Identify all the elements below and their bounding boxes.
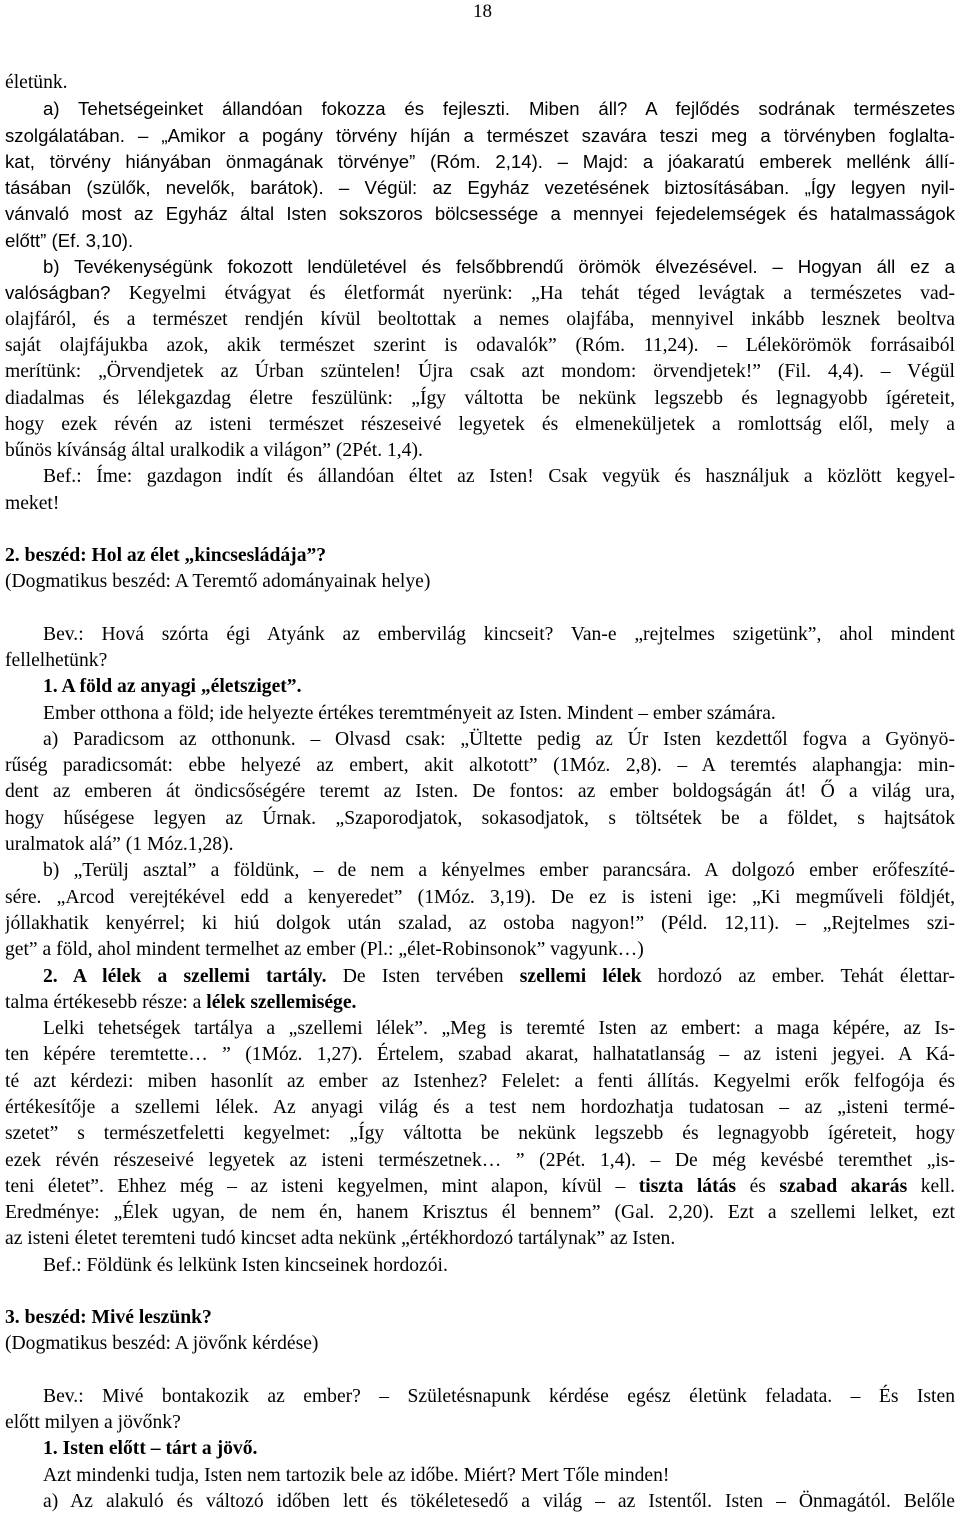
- text-line: [5, 1384, 955, 1410]
- text-line: [5, 1148, 955, 1174]
- text-line: [5, 1226, 955, 1252]
- text-line: [5, 1200, 955, 1226]
- text-line: [5, 1069, 955, 1095]
- page-number: 18: [473, 1, 492, 22]
- line-text: Bev.: Mivé bontakozik az ember? – Születésnapunk kérdése egész életünk feladata. – És Isten: [43, 1385, 955, 1407]
- line-text: Bef.: Íme: gazdagon indít és állandóan éltet az Isten! Csak vegyük és használjuk a közlött kegyel-: [43, 466, 955, 488]
- text-line: [5, 70, 955, 96]
- line-text: saját olajfájukba azok, akik természet szerint is odavalók” (Róm. 11,24). – Lélekörömök forrásaiból: [5, 334, 955, 356]
- line-text: az isteni életet teremteni tudó kincset adta nekünk „értékhordozó tartálynak” az Isten.: [5, 1228, 676, 1250]
- text-line: [5, 149, 955, 175]
- text-run: valóságban?: [5, 282, 111, 304]
- text-line: [5, 727, 955, 753]
- text-line: [5, 307, 955, 333]
- line-text: Azt mindenki tudja, Isten nem tartozik bele az időbe. Miért? Mert Tőle minden!: [43, 1464, 670, 1486]
- line-text: meket!: [5, 492, 60, 514]
- text-run: és: [736, 1175, 780, 1197]
- line-text: életünk.: [5, 72, 68, 93]
- text-line: [5, 1121, 955, 1147]
- text-line: [5, 648, 955, 674]
- text-line: [5, 806, 955, 832]
- text-line: [5, 491, 955, 517]
- line-text: szetet” s természetfeletti kegyelmet: „Így váltotta be nekünk legszebb és legnagyobb ígéreteit, hogy: [5, 1123, 955, 1145]
- line-text: sére. „Arcod verejtékével edd a kenyeredet” (1Móz. 3,19). De ez is isteni ige: „Ki megműveli földjét,: [5, 886, 955, 908]
- text-line: [5, 280, 955, 306]
- line-text: ezek révén részeseivé legyetek az isteni természetnek… ” (2Pét. 1,4). – De még kevésbé teremthet „is-: [5, 1149, 955, 1171]
- text-line: [5, 1410, 955, 1436]
- text-line: [5, 123, 955, 149]
- line-text: fellelhetünk?: [5, 649, 108, 671]
- line-text: előtt milyen a jövőnk?: [5, 1411, 181, 1433]
- text-run: talma értékesebb része: a: [5, 991, 207, 1013]
- text-run: teni életet”. Ehhez még – az isteni kegyelmen, mint alapon, kívül –: [5, 1175, 639, 1197]
- text-line: [5, 832, 955, 858]
- text-line: [5, 464, 955, 490]
- line-text: a) Paradicsom az otthonunk. – Olvasd csak: „Ültette pedig az Úr Isten kezdettől fogva a Gyönyö-: [43, 728, 955, 750]
- line-text: olajfáról, és a természet rendjén kívül beoltottak a nemes olajfába, mennyivel inkább lesznek beoltva: [5, 308, 955, 330]
- text-line: [5, 964, 955, 990]
- text-line: [5, 96, 955, 122]
- line-text: 2. beszéd: Hol az élet „kincsesládája”?: [5, 545, 327, 567]
- text-line: [5, 1489, 955, 1515]
- text-line: [5, 359, 955, 385]
- text-line: [5, 858, 955, 884]
- text-line: [5, 333, 955, 359]
- text-line: [5, 885, 955, 911]
- line-text: hogy hűségese legyen az Úrnak. „Szaporodjatok, sokasodjatok, s töltsétek be a földet, s hajtsátok: [5, 807, 955, 829]
- line-text: Bev.: Hová szórta égi Atyánk az embervilág kincseit? Van-e „rejtelmes szigetünk”, ahol mindent: [43, 623, 955, 645]
- text-line: [5, 753, 955, 779]
- line-text: ten képére teremtette… ” (1Móz. 1,27). Értelem, szabad akarat, halhatatlanság – az isteni jegyei. A Ká-: [5, 1044, 955, 1066]
- blank-line: [5, 596, 955, 622]
- text-line: [5, 622, 955, 648]
- line-text: (Dogmatikus beszéd: A Teremtő adományainak helye): [5, 571, 431, 593]
- document-body: [5, 70, 955, 1515]
- line-text: (Dogmatikus beszéd: A jövőnk kérdése): [5, 1333, 319, 1355]
- line-text: b) Tevékenységünk fokozott lendületével és felsőbbrendű örömök élvezésével. – Hogyan áll ez a: [43, 256, 955, 278]
- section-heading: [5, 1436, 955, 1462]
- text-run: De Isten tervében: [326, 965, 520, 987]
- line-text: kat, törvény hiányában önmagának törvénye” (Róm. 2,14). – Majd: a jóakaratú emberek mellénk állí-: [5, 150, 955, 172]
- bold-run: 2. A lélek a szellemi tartály.: [43, 965, 327, 987]
- bold-run: szellemi lélek: [519, 965, 642, 987]
- line-text: b) „Terülj asztal” a földünk, – de nem a kényelmes ember parancsára. A dolgozó ember erőfeszíté-: [43, 860, 955, 882]
- text-run: kell.: [907, 1175, 955, 1197]
- text-line: [5, 386, 955, 412]
- line-text: a) Tehetségeinket állandóan fokozza és fejleszti. Miben áll? A fejlődés sodrának természetes: [43, 98, 955, 120]
- text-line: [5, 1042, 955, 1068]
- text-line: [5, 201, 955, 227]
- line-text: jóllakhatik kenyérrel; ki hiú dolgok után szalad, az ostoba nagyon!” (Péld. 12,11). – „Rejtelmes szi-: [5, 912, 955, 934]
- line-text: értékesítője a szellemi lélek. Az anyagi világ és a test nem hordozhatja tudatosan – az „isteni termé-: [5, 1096, 955, 1118]
- text-line: [5, 1174, 955, 1200]
- text-line: [5, 779, 955, 805]
- text-line: [5, 175, 955, 201]
- line-text: bűnös kívánság által uralkodik a világon” (2Pét. 1,4).: [5, 440, 423, 462]
- line-text: előtt” (Ef. 3,10).: [5, 229, 134, 251]
- line-text: Ember otthona a föld; ide helyezte értékes teremtményeit az Isten. Mindent – ember számára.: [43, 702, 776, 724]
- line-text: diadalmas és lélekgazdag életre feszülünk: „Így váltotta be nekünk legszebb és legnagyobb ígéreteit,: [5, 387, 955, 409]
- line-text: a) Az alakuló és változó időben lett és tökéletesedő a világ – az Istentől. Isten – Önmagától. Belőle: [43, 1490, 955, 1512]
- blank-line: [5, 1358, 955, 1384]
- text-line: [5, 228, 955, 254]
- line-text: uralmatok alá” (1 Móz.1,28).: [5, 834, 234, 856]
- bold-run: szabad akarás: [779, 1175, 908, 1197]
- text-line: [5, 937, 955, 963]
- text-line: [5, 701, 955, 727]
- section-heading: [5, 674, 955, 700]
- text-line: [5, 1253, 955, 1279]
- line-text: Eredménye: „Élek ugyan, de nem én, hanem Krisztus él bennem” (Gal. 2,20). Ezt a szellemi lelket, ezt: [5, 1202, 955, 1224]
- blank-line: [5, 1279, 955, 1305]
- line-text: 1. Isten előtt – tárt a jövő.: [43, 1438, 258, 1460]
- line-text: dent az emberen át öndicsőségére teremt az Isten. De fontos: az ember boldogságán át! Ő a világ ura,: [5, 781, 955, 803]
- line-text: merítünk: „Örvendjetek az Úrban szüntelen! Újra csak azt mondom: örvendjetek!” (Fil. 4,4). – Végül: [5, 361, 955, 383]
- text-line: [5, 438, 955, 464]
- text-line: [5, 911, 955, 937]
- text-line: [5, 1095, 955, 1121]
- line-text: 3. beszéd: Mivé leszünk?: [5, 1307, 212, 1329]
- section-heading: [5, 543, 955, 569]
- bold-run: lélek szellemisége.: [206, 991, 357, 1013]
- text-line: [5, 412, 955, 438]
- line-text: hogy ezek révén az isteni természet részeseivé legyetek és elmeneküljetek a romlottság elől, mely a: [5, 413, 955, 435]
- text-line: [5, 990, 955, 1016]
- line-text: vánvaló most az Egyház által Isten sokszoros bölcsessége a mennyei fejedelemségek és hatalmasságok: [5, 203, 955, 225]
- text-line: [5, 1331, 955, 1357]
- blank-line: [5, 517, 955, 543]
- line-text: rűség paradicsomát: ebbe helyezé az embert, akit alkotott” (1Móz. 2,8). – A teremtés alaphangja: min-: [5, 755, 955, 777]
- line-text: té azt kérdezi: miben hasonlít az ember az Istenhez? Felelet: a fenti állítás. Kegyelmi erők felfogója és: [5, 1070, 955, 1092]
- text-line: [5, 1463, 955, 1489]
- section-heading: [5, 1305, 955, 1331]
- line-text: Lelki tehetségek tartálya a „szellemi lélek”. „Meg is teremté Isten az embert: a maga képére, az Is-: [43, 1018, 955, 1040]
- line-text: get” a föld, ahol mindent termelhet az ember (Pl.: „élet-Robinsonok” vagyunk…): [5, 939, 644, 961]
- line-text: tásában (szülők, nevelők, barátok). – Végül: az Egyház vezetésének biztosításában. „Így legyen nyil-: [5, 177, 955, 199]
- bold-run: tiszta látás: [638, 1175, 737, 1197]
- line-text: szolgálatában. – „Amikor a pogány törvény híján a természet szavára teszi meg a törvényben foglalta-: [5, 124, 955, 146]
- text-run: hordozó az ember. Tehát élettar-: [641, 965, 955, 987]
- text-line: [5, 569, 955, 595]
- text-line: [5, 1016, 955, 1042]
- line-text: 1. A föld az anyagi „életsziget”.: [43, 676, 302, 698]
- line-text: Bef.: Földünk és lelkünk Isten kincseinek hordozói.: [43, 1254, 448, 1276]
- text-line: [5, 254, 955, 280]
- text-run: Kegyelmi étvágyat és életformát nyerünk: „Ha tehát téged levágtak a természetes vad-: [110, 283, 955, 305]
